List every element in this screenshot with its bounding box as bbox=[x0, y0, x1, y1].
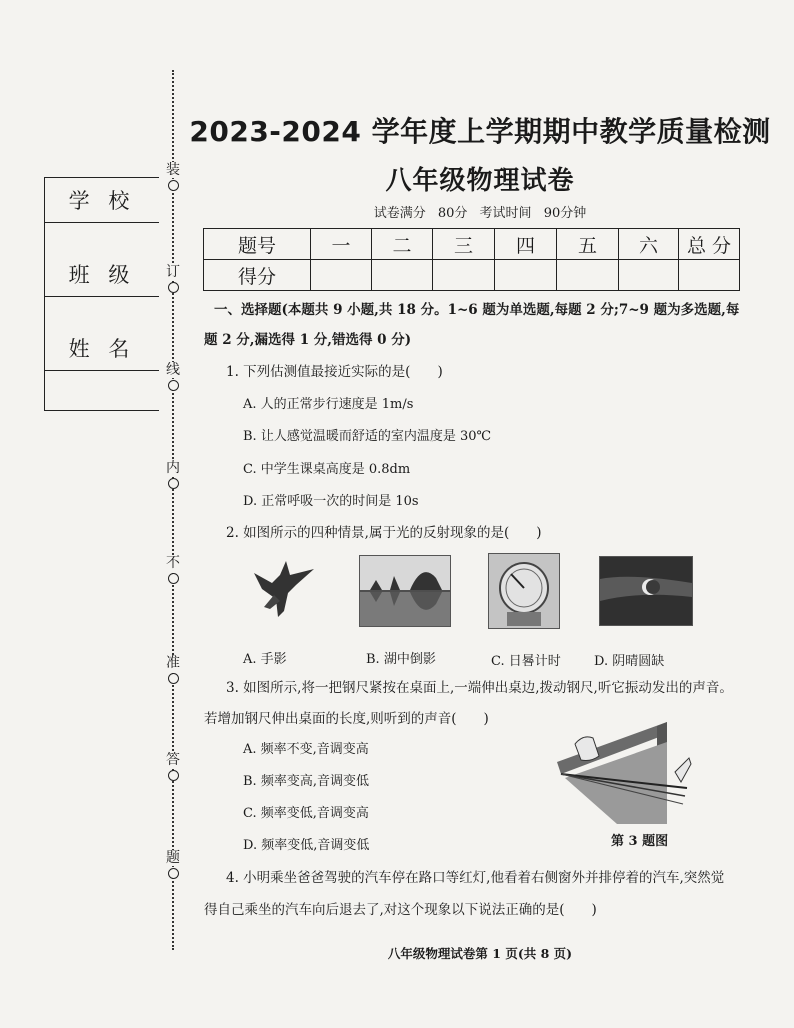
q2-option-c: C. 日晷计时 bbox=[491, 654, 561, 669]
binding-char: 不 bbox=[166, 555, 180, 571]
score-header-cell: 三 bbox=[433, 229, 495, 260]
score-header-cell: 六 bbox=[619, 229, 679, 260]
binding-char: 答 bbox=[166, 752, 180, 768]
name-label: 姓 名 bbox=[45, 328, 159, 371]
q3-option-b: B. 频率变高,音调变低 bbox=[243, 774, 369, 789]
q4-stem-line2: 得自己乘坐的汽车向后退去了,对这个现象以下说法正确的是( ) bbox=[204, 902, 597, 918]
q1-option-c: C. 中学生课桌高度是 0.8dm bbox=[243, 462, 411, 477]
binding-char: 线 bbox=[166, 362, 180, 378]
score-cell bbox=[679, 260, 740, 291]
score-cell bbox=[495, 260, 557, 291]
q3-stem-line1: 3. 如图所示,将一把钢尺紧按在桌面上,一端伸出桌边,拨动钢尺,听它振动发出的声音。 bbox=[226, 680, 733, 696]
school-label: 学 校 bbox=[45, 180, 159, 223]
page-footer: 八年级物理试卷第 1 页(共 8 页) bbox=[387, 946, 573, 961]
q3-option-a: A. 频率不变,音调变高 bbox=[243, 742, 369, 757]
score-cell bbox=[619, 260, 679, 291]
q1-stem: 1. 下列估测值最接近实际的是( ) bbox=[226, 364, 443, 380]
q2-option-b: B. 湖中倒影 bbox=[366, 652, 436, 667]
hand-shadow-image bbox=[244, 555, 324, 625]
binding-hole-icon bbox=[168, 180, 179, 191]
score-table-header-row bbox=[204, 229, 740, 260]
binding-mark bbox=[164, 362, 182, 391]
binding-hole-icon bbox=[168, 380, 179, 391]
binding-hole-icon bbox=[168, 770, 179, 781]
binding-char: 题 bbox=[166, 850, 180, 866]
score-table bbox=[203, 228, 740, 291]
score-header-cell: 五 bbox=[557, 229, 619, 260]
exam-meta: 试卷满分 80分 考试时间 90分钟 bbox=[373, 206, 587, 221]
score-header-cell: 四 bbox=[495, 229, 557, 260]
score-cell bbox=[433, 260, 495, 291]
score-header-cell: 一 bbox=[311, 229, 372, 260]
binding-mark bbox=[164, 264, 182, 293]
exam-subtitle: 八年级物理试卷 bbox=[385, 166, 575, 196]
binding-mark bbox=[164, 752, 182, 781]
q1-option-d: D. 正常呼吸一次的时间是 10s bbox=[243, 494, 419, 509]
score-row-label: 得分 bbox=[204, 260, 311, 291]
binding-mark bbox=[164, 555, 182, 584]
binding-hole-icon bbox=[168, 478, 179, 489]
student-info-box bbox=[44, 177, 159, 411]
q3-stem-line2: 若增加钢尺伸出桌面的长度,则听到的声音( ) bbox=[204, 711, 489, 727]
score-cell bbox=[557, 260, 619, 291]
score-table-row bbox=[204, 260, 740, 291]
sundial-image bbox=[488, 553, 560, 629]
ruler-figure-image bbox=[557, 722, 693, 824]
q3-option-d: D. 频率变低,音调变低 bbox=[243, 838, 370, 853]
binding-hole-icon bbox=[168, 573, 179, 584]
binding-char: 装 bbox=[166, 162, 180, 178]
binding-hole-icon bbox=[168, 868, 179, 879]
q2-stem: 2. 如图所示的四种情景,属于光的反射现象的是( ) bbox=[226, 525, 542, 541]
binding-mark bbox=[164, 460, 182, 489]
score-header-cell: 总 分 bbox=[679, 229, 740, 260]
binding-dotted-line bbox=[172, 70, 174, 950]
q3-option-c: C. 频率变低,音调变高 bbox=[243, 806, 369, 821]
score-header-cell: 二 bbox=[372, 229, 433, 260]
exam-title: 2023-2024 学年度上学期期中教学质量检测 bbox=[189, 115, 771, 148]
binding-char: 内 bbox=[166, 460, 180, 476]
score-cell bbox=[311, 260, 372, 291]
binding-hole-icon bbox=[168, 673, 179, 684]
section-heading-cont: 题 2 分,漏选得 1 分,错选得 0 分) bbox=[204, 332, 412, 348]
q1-option-a: A. 人的正常步行速度是 1m/s bbox=[243, 397, 414, 412]
q2-option-d: D. 阴晴圆缺 bbox=[594, 654, 665, 669]
class-label: 班 级 bbox=[45, 254, 159, 297]
score-header-cell: 题号 bbox=[204, 229, 311, 260]
q4-stem-line1: 4. 小明乘坐爸爸驾驶的汽车停在路口等红灯,他看着右侧窗外并排停着的汽车,突然觉 bbox=[226, 870, 725, 886]
section-heading: 一、选择题(本题共 9 小题,共 18 分。1~6 题为单选题,每题 2 分;7~9 题为多选题,每 bbox=[214, 302, 740, 318]
q1-option-b: B. 让人感觉温暖而舒适的室内温度是 30℃ bbox=[243, 429, 492, 444]
q3-figure-caption: 第 3 题图 bbox=[611, 834, 669, 849]
moon-image bbox=[599, 556, 693, 626]
binding-hole-icon bbox=[168, 282, 179, 293]
score-cell bbox=[372, 260, 433, 291]
binding-mark bbox=[164, 655, 182, 684]
q2-option-a: A. 手影 bbox=[243, 652, 287, 667]
binding-char: 准 bbox=[166, 655, 180, 671]
lake-reflection-image bbox=[359, 555, 451, 627]
binding-mark bbox=[164, 850, 182, 879]
binding-char: 订 bbox=[166, 264, 180, 280]
